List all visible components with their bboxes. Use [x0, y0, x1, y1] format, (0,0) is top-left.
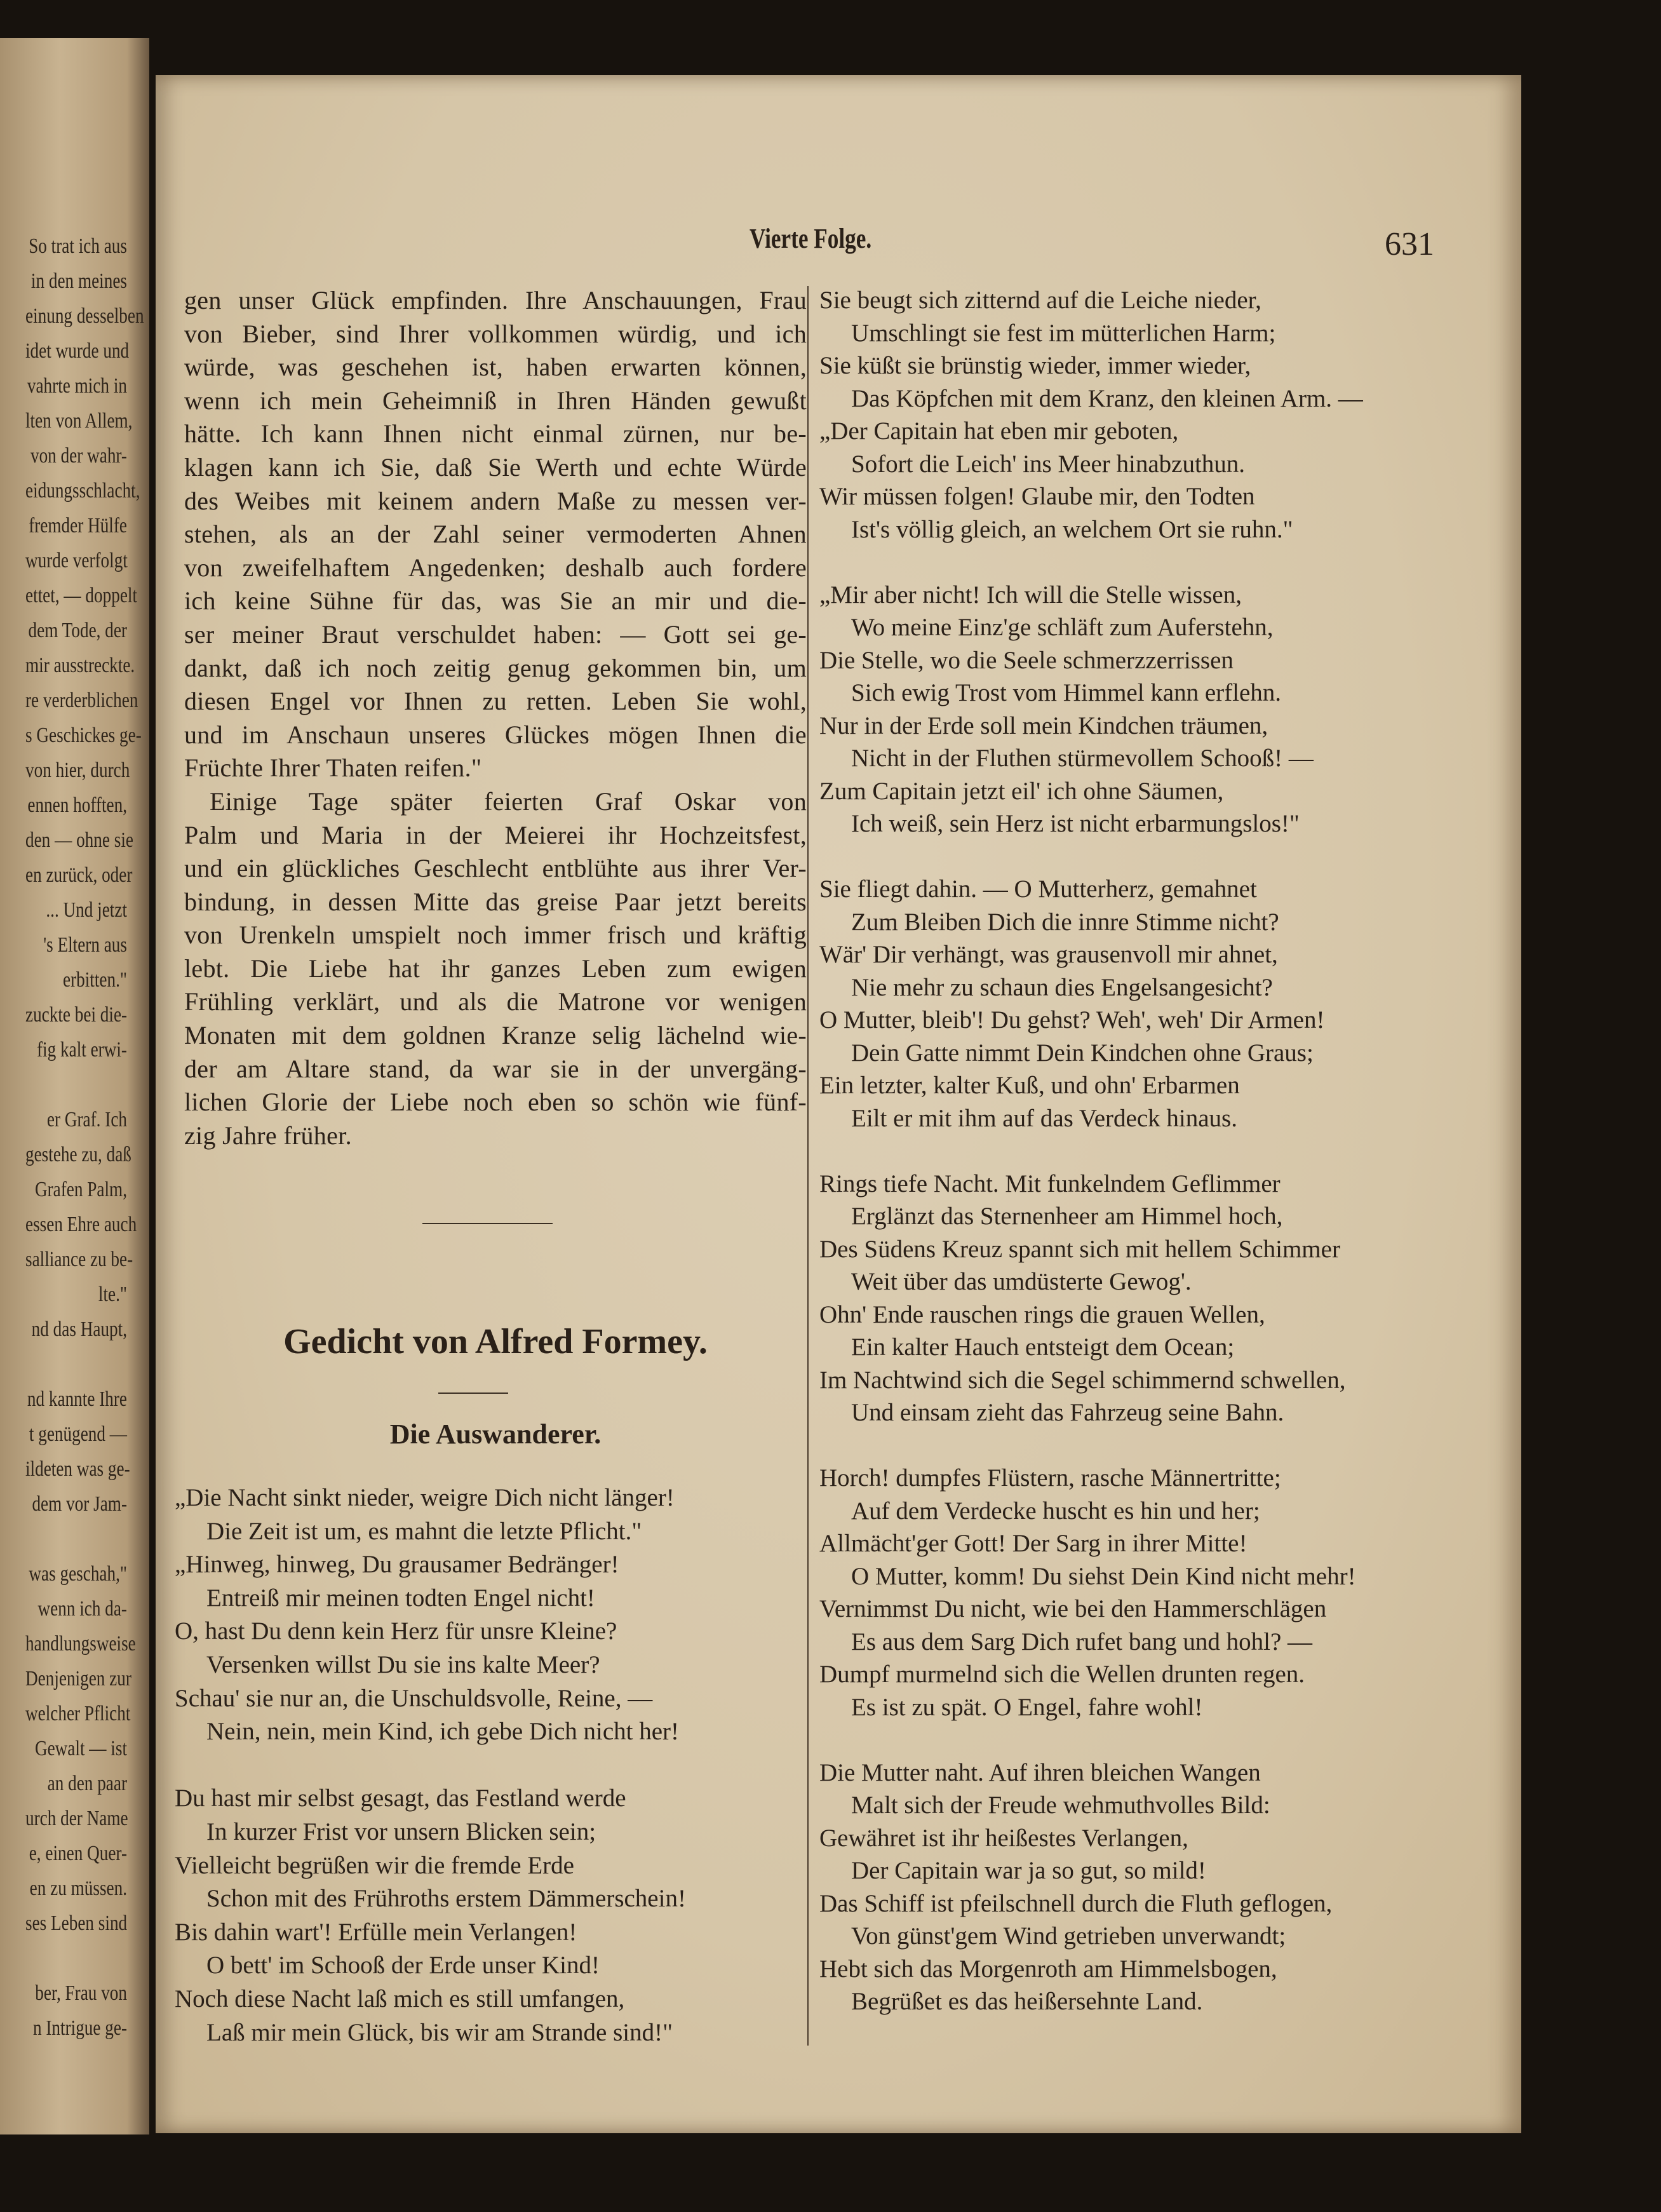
- verse-line: Ich weiß, sein Herz ist nicht erbarmungslos!": [851, 810, 1300, 837]
- left-page-line: So trat ich aus: [29, 234, 128, 258]
- verse-line: Vielleicht begrüßen wir die fremde Erde: [175, 1851, 574, 1879]
- verse-line: Entreiß mir meinen todten Engel nicht!: [206, 1584, 595, 1612]
- left-page-line: fremder Hülfe: [29, 514, 127, 537]
- verse-line: Wär' Dir verhängt, was grausenvoll mir ahnet,: [819, 941, 1278, 968]
- left-page-line: urch der Name: [25, 1807, 128, 1830]
- left-page-line: erbitten.": [63, 968, 127, 992]
- verse-line: Zum Capitain jetzt eil' ich ohne Säumen,: [819, 777, 1224, 805]
- left-page-line: einung desselben: [25, 304, 144, 328]
- left-page-line: nd kannte Ihre: [27, 1387, 128, 1411]
- verse-line: Nein, nein, mein Kind, ich gebe Dich nicht her!: [206, 1718, 680, 1746]
- verse-line: Und einsam zieht das Fahrzeug seine Bahn.: [851, 1399, 1284, 1426]
- left-page-line: idet wurde und: [25, 339, 130, 363]
- verse-line: Erglänzt das Sternenheer am Himmel hoch,: [851, 1203, 1283, 1230]
- verse-line: Vernimmst Du nicht, wie bei den Hammerschlägen: [819, 1595, 1327, 1622]
- verse-line: Die Stelle, wo die Seele schmerzzerrissen: [819, 646, 1234, 674]
- left-page-line: wenn ich da-: [37, 1597, 128, 1621]
- verse-line: Nie mehr zu schaun dies Engelsangesicht?: [851, 973, 1273, 1001]
- prose-line: dankt, daß ich noch zeitig genug gekommen bin, um: [184, 653, 807, 682]
- poem-column-left: [175, 1481, 797, 2049]
- prose-line: von zweifelhaftem Angedenken; deshalb auch fordere: [184, 553, 807, 582]
- left-page-line: essen Ehre auch: [25, 1213, 137, 1236]
- prose-line: Palm und Maria in der Meierei ihr Hochzeitsfest,: [184, 820, 807, 849]
- prose-line: von Bieber, sind Ihrer vollkommen würdig, und ich: [184, 319, 807, 348]
- left-page-line: von der wahr-: [30, 444, 127, 468]
- left-page-line: [25, 1941, 127, 1976]
- prose-column: [184, 284, 807, 1152]
- prose-line: wenn ich mein Geheimniß in Ihren Händen gewußt: [184, 386, 807, 415]
- prose-line: gen unser Glück empfinden. Ihre Anschauungen, Frau: [184, 286, 807, 314]
- left-page-line: was geschah,": [29, 1562, 128, 1586]
- left-page-line: von hier, durch: [25, 759, 130, 782]
- verse-line: Ein letzter, kalter Kuß, und ohn' Erbarmen: [819, 1072, 1240, 1099]
- prose-line: bindung, in dessen Mitte das greise Paar jetzt bereits: [184, 887, 807, 916]
- stanza-break: [175, 1749, 797, 1783]
- left-page-line: dem vor Jam-: [32, 1492, 127, 1516]
- verse-line: Zum Bleiben Dich die innre Stimme nicht?: [851, 908, 1279, 936]
- verse-line: Der Capitain war ja so gut, so mild!: [851, 1857, 1206, 1884]
- verse-line: Umschlingt sie fest im mütterlichen Harm;: [851, 319, 1276, 347]
- left-page-line: [25, 1347, 127, 1382]
- left-page-line: Grafen Palm,: [34, 1178, 127, 1201]
- prose-line: der am Altare stand, da war sie in der unvergäng-: [184, 1054, 807, 1083]
- verse-line: „Hinweg, hinweg, Du grausamer Bedränger!: [175, 1551, 619, 1579]
- prose-line: diesen Engel vor Ihnen zu retten. Leben Sie wohl,: [184, 687, 807, 716]
- verse-line: „Mir aber nicht! Ich will die Stelle wissen,: [819, 581, 1242, 609]
- left-page-line: s Geschickes ge-: [25, 724, 142, 747]
- left-page-line: [25, 1521, 127, 1556]
- left-page-line: ennen hofften,: [27, 793, 128, 817]
- left-page-line: t genügend —: [29, 1422, 128, 1446]
- left-page-fragments: [0, 229, 144, 2046]
- verse-line: Gewähret ist ihr heißestes Verlangen,: [819, 1824, 1188, 1852]
- left-page-line: en zurück, oder: [25, 863, 133, 887]
- left-page-line: ... Und jetzt: [46, 898, 127, 922]
- prose-line: und im Anschaun unseres Glückes mögen Ihnen die: [184, 720, 807, 749]
- left-page-line: dem Tode, der: [28, 619, 127, 642]
- prose-line: Einige Tage später feierten Graf Oskar von: [210, 786, 807, 816]
- left-page-line: fig kalt erwi-: [37, 1038, 127, 1062]
- verse-line: O, hast Du denn kein Herz für unsre Kleine?: [175, 1617, 617, 1645]
- verse-line: Versenken willst Du sie ins kalte Meer?: [206, 1650, 600, 1678]
- verse-line: Ohn' Ende rauschen rings die grauen Wellen,: [819, 1300, 1265, 1328]
- verse-line: Malt sich der Freude wehmuthvolles Bild:: [851, 1791, 1270, 1819]
- verse-line: Die Zeit ist um, es mahnt die letzte Pflicht.": [206, 1517, 642, 1545]
- left-page-line: ildeten was ge-: [25, 1457, 130, 1481]
- verse-line: O Mutter, komm! Du siehst Dein Kind nicht mehr!: [851, 1562, 1356, 1590]
- poem-column-right: [819, 284, 1436, 2018]
- verse-line: Sie fliegt dahin. — O Mutterherz, gemahnet: [819, 875, 1257, 903]
- page-number: 631: [1385, 226, 1434, 262]
- left-page-line: er Graf. Ich: [46, 1108, 127, 1131]
- left-page-line: mir ausstreckte.: [25, 654, 135, 677]
- left-page-line: [25, 1067, 127, 1102]
- stanza-break: [819, 840, 1436, 873]
- prose-line: des Weibes mit keinem andern Maße zu messen ver-: [184, 486, 807, 515]
- title-rule: [438, 1393, 508, 1394]
- verse-line: Wir müssen folgen! Glaube mir, den Todten: [819, 483, 1255, 510]
- prose-line: Frühling verklärt, und als die Matrone vor wenigen: [184, 987, 807, 1016]
- verse-line: Noch diese Nacht laß mich es still umfangen,: [175, 1985, 625, 2013]
- stanza-break: [819, 1135, 1436, 1168]
- left-page-line: Gewalt — ist: [34, 1737, 128, 1760]
- prose-line: von Urenkeln umspielt noch immer frisch und kräftig: [184, 921, 807, 950]
- verse-line: Sich ewig Trost vom Himmel kann erflehn.: [851, 679, 1282, 706]
- verse-line: Von günst'gem Wind getrieben unverwandt;: [851, 1922, 1286, 1950]
- left-page-line: salliance zu be-: [25, 1248, 133, 1271]
- prose-line: Früchte Ihrer Thaten reifen.": [184, 753, 482, 783]
- left-page-line: handlungsweise: [25, 1632, 136, 1656]
- verse-line: Bis dahin wart'! Erfülle mein Verlangen!: [175, 1918, 577, 1946]
- left-page-edge: [0, 38, 149, 2134]
- left-page-line: vahrte mich in: [27, 374, 128, 398]
- verse-line: Das Köpfchen mit dem Kranz, den kleinen Arm. —: [851, 384, 1363, 412]
- verse-line: Es aus dem Sarg Dich rufet bang und hohl? —: [851, 1628, 1313, 1656]
- verse-line: Horch! dumpfes Flüstern, rasche Männertritte;: [819, 1464, 1281, 1492]
- left-page-line: en zu müssen.: [29, 1877, 128, 1900]
- section-rule: [422, 1223, 553, 1224]
- left-page-line: n Intrigue ge-: [32, 2016, 128, 2040]
- verse-line: Eilt er mit ihm auf das Verdeck hinaus.: [851, 1104, 1237, 1132]
- verse-line: Dumpf murmelnd sich die Wellen drunten regen.: [819, 1661, 1305, 1688]
- poem-heading: Gedicht von Alfred Formey.: [283, 1322, 708, 1361]
- verse-line: Du hast mir selbst gesagt, das Festland werde: [175, 1784, 626, 1812]
- verse-line: Nur in der Erde soll mein Kindchen träumen,: [819, 711, 1268, 739]
- verse-line: In kurzer Frist vor unsern Blicken sein;: [206, 1817, 596, 1845]
- left-page-line: eidungsschlacht,: [25, 479, 140, 502]
- prose-line: ich keine Sühne für das, was Sie an mir und die-: [184, 586, 807, 616]
- verse-line: O bett' im Schooß der Erde unser Kind!: [206, 1952, 600, 1979]
- left-page-line: nd das Haupt,: [31, 1318, 127, 1341]
- verse-line: Weit über das umdüsterte Gewog'.: [851, 1268, 1192, 1295]
- prose-line: lichen Glorie der Liebe noch eben so schön wie fünf-: [184, 1088, 807, 1117]
- verse-line: Sofort die Leich' ins Meer hinabzuthun.: [851, 450, 1246, 478]
- verse-line: Rings tiefe Nacht. Mit funkelndem Geflimmer: [819, 1170, 1281, 1197]
- left-page-line: gestehe zu, daß: [25, 1143, 131, 1166]
- left-page-line: lte.": [98, 1283, 127, 1306]
- left-page-line: den — ohne sie: [25, 828, 133, 852]
- prose-line: zig Jahre früher.: [184, 1121, 352, 1150]
- verse-line: Dein Gatte nimmt Dein Kindchen ohne Graus;: [851, 1039, 1314, 1067]
- verse-line: Im Nachtwind sich die Segel schimmernd schwellen,: [819, 1366, 1346, 1394]
- verse-line: Sie küßt sie brünstig wieder, immer wieder,: [819, 352, 1251, 379]
- left-page-line: welcher Pflicht: [25, 1702, 131, 1725]
- prose-line: hätte. Ich kann Ihnen nicht einmal zürnen, nur be-: [184, 419, 807, 448]
- poem-subtitle: Die Auswanderer.: [389, 1419, 602, 1450]
- verse-line: Ein kalter Hauch entsteigt dem Ocean;: [851, 1333, 1235, 1361]
- prose-line: klagen kann ich Sie, daß Sie Werth und echte Würde: [184, 452, 807, 482]
- left-page-line: zuckte bei die-: [25, 1003, 128, 1027]
- verse-line: Schau' sie nur an, die Unschuldsvolle, Reine, —: [175, 1684, 653, 1712]
- stanza-break: [819, 1723, 1436, 1757]
- left-page-line: e, einen Quer-: [29, 1842, 127, 1865]
- left-page-line: Denjenigen zur: [25, 1667, 131, 1690]
- left-page-line: in den meines: [30, 269, 127, 293]
- verse-line: Laß mir mein Glück, bis wir am Strande sind!": [206, 2018, 673, 2046]
- verse-line: Sie beugt sich zitternd auf die Leiche nieder,: [819, 287, 1261, 314]
- verse-line: Die Mutter naht. Auf ihren bleichen Wangen: [819, 1758, 1261, 1786]
- verse-line: Schon mit des Frühroths erstem Dämmerschein!: [206, 1885, 686, 1913]
- prose-line: und ein glückliches Geschlecht entblühte aus ihrer Ver-: [184, 854, 807, 883]
- verse-line: Auf dem Verdecke huscht es hin und her;: [851, 1497, 1260, 1525]
- prose-line: stehen, als an der Zahl seiner vermoderten Ahnen: [184, 520, 807, 549]
- prose-line: ser meiner Braut verschuldet haben: — Gott sei ge-: [184, 619, 807, 649]
- left-page-line: re verderblichen: [25, 689, 138, 712]
- verse-line: Das Schiff ist pfeilschnell durch die Fluth geflogen,: [819, 1889, 1333, 1917]
- left-page-line: wurde verfolgt: [25, 549, 128, 572]
- prose-line: lebt. Die Liebe hat ihr ganzes Leben zum ewigen: [184, 954, 807, 983]
- verse-line: Ist's völlig gleich, an welchem Ort sie ruhn.": [851, 515, 1293, 543]
- verse-line: „Der Capitain hat eben mir geboten,: [819, 417, 1179, 445]
- stanza-break: [819, 1429, 1436, 1462]
- left-page-line: an den paar: [47, 1772, 127, 1795]
- left-page-line: lten von Allem,: [25, 409, 133, 433]
- left-page-line: 's Eltern aus: [43, 933, 127, 957]
- verse-line: Begrüßet es das heißersehnte Land.: [851, 1988, 1203, 2015]
- prose-line: würde, was geschehen ist, haben erwarten können,: [184, 353, 807, 382]
- verse-line: „Die Nacht sinkt nieder, weigre Dich nicht länger!: [175, 1484, 675, 1511]
- column-divider: [807, 286, 809, 2046]
- verse-line: Nicht in der Fluthen stürmevollem Schooß! —: [851, 745, 1314, 772]
- verse-line: Es ist zu spät. O Engel, fahre wohl!: [851, 1693, 1203, 1721]
- verse-line: Wo meine Einz'ge schläft zum Auferstehn,: [851, 614, 1274, 641]
- left-page-line: ses Leben sind: [25, 1912, 128, 1935]
- verse-line: Hebt sich das Morgenroth am Himmelsbogen,: [819, 1955, 1277, 1983]
- running-head: Vierte Folge.: [750, 223, 872, 254]
- verse-line: Des Südens Kreuz spannt sich mit hellem Schimmer: [819, 1235, 1340, 1263]
- verse-line: O Mutter, bleib'! Du gehst? Weh', weh' Dir Armen!: [819, 1006, 1325, 1034]
- left-page-line: ber, Frau von: [35, 1981, 127, 2005]
- prose-line: Monaten mit dem goldnen Kranze selig lächelnd wie-: [184, 1021, 807, 1050]
- stanza-break: [819, 546, 1436, 579]
- left-page-line: ettet, — doppelt: [25, 584, 138, 607]
- verse-line: Allmächt'ger Gott! Der Sarg in ihrer Mitte!: [819, 1530, 1247, 1557]
